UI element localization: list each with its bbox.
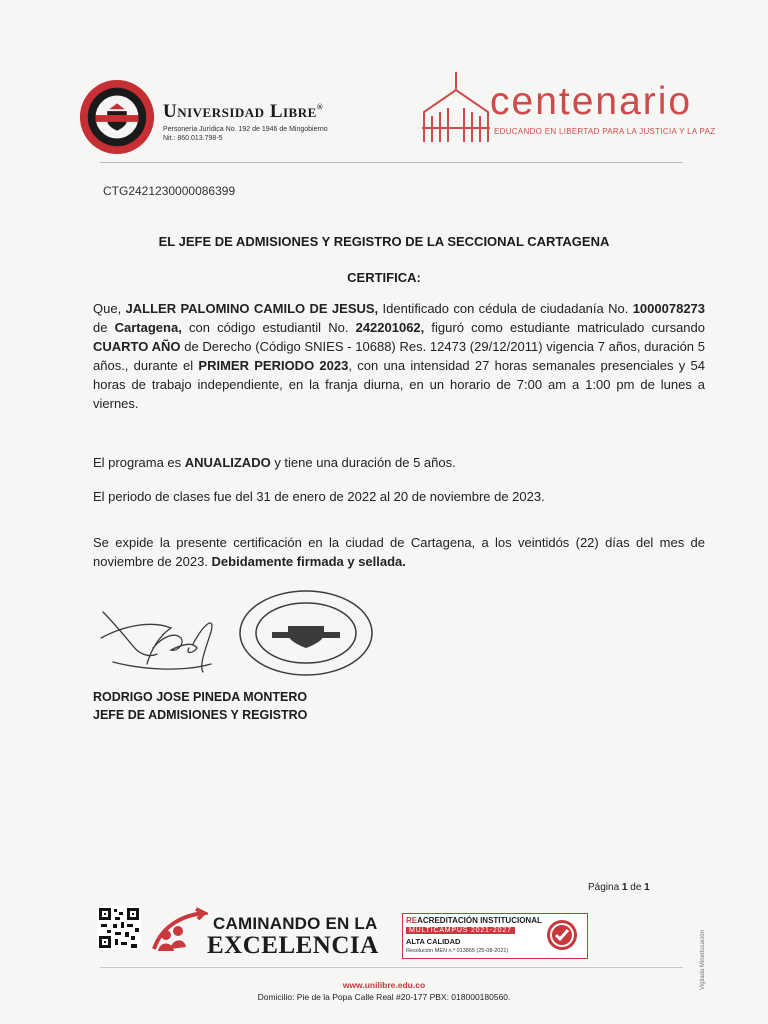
campaign-line-1: CAMINANDO EN LA bbox=[213, 914, 378, 933]
paragraph-class-period: El periodo de clases fue del 31 de enero de 2022 al 20 de noviembre de 2023. bbox=[93, 489, 545, 504]
accreditation-title: REACREDITACIÓN INSTITUCIONAL bbox=[406, 916, 542, 925]
page-number: Página 1 de 1 bbox=[588, 882, 650, 893]
accreditation-resolution: Resolución MEN n.º 013865 (25-08-2021) bbox=[406, 948, 509, 954]
course-year: CUARTO AÑO bbox=[93, 339, 181, 354]
campaign-people-icon bbox=[148, 905, 208, 955]
program-mode: ANUALIZADO bbox=[184, 455, 271, 470]
campaign-line-2: EXCELENCIA bbox=[207, 932, 379, 959]
paragraph-student-info: Que, JALLER PALOMINO CAMILO DE JESUS, Identificado con cédula de ciudadanía No. 1000078273 de Cartagena, con código estudiantil No. 242201062, figuró como estudiante matriculado cursando CUARTO AÑO de Derecho (Código SNIES - 10688) Res. 12473 (29/12/2011) vigencia 7 años, duración 5 años., durante el PRIMER PERIODO 2023, con una intensidad 27 horas semanales presenciales y 54 horas de trabajo independiente, en la franja diurna, en un horario de 7:00 am a 1:00 pm de lunes a viernes. bbox=[93, 301, 706, 411]
centenario-wordmark: centenario bbox=[490, 80, 693, 123]
header-divider bbox=[100, 162, 683, 163]
centenario-tagline: EDUCANDO EN LIBERTAD PARA LA JUSTICIA Y LA PAZ bbox=[494, 127, 716, 136]
certificate-code: CTG2421230000086399 bbox=[103, 184, 236, 198]
certifica-title: CERTIFICA: bbox=[347, 270, 421, 285]
legal-line-1: Personería Jurídica No. 192 de 1946 de Mingobierno bbox=[163, 126, 328, 133]
vigilada-label: Vigilada Mineducación bbox=[700, 930, 706, 990]
website-link[interactable]: www.unilibre.edu.co bbox=[342, 980, 426, 990]
id-city: Cartagena, bbox=[114, 320, 182, 335]
paragraph-issuance: Se expide la presente certificación en la ciudad de Cartagena, a los veintidós (22) días del mes de noviembre de 2023. Debidamente firmada y sellada. bbox=[93, 535, 705, 569]
university-name: Universidad Libre® bbox=[163, 101, 324, 122]
qr-code-icon bbox=[97, 906, 141, 950]
university-seal-logo bbox=[78, 78, 156, 156]
accreditation-quality: ALTA CALIDAD bbox=[406, 937, 461, 946]
legal-line-2: Nit.: 860.013.798-5 bbox=[163, 135, 223, 142]
signer-title: JEFE DE ADMISIONES Y REGISTRO bbox=[93, 708, 308, 722]
footer-divider bbox=[100, 967, 683, 968]
accreditation-multicampus: MULTICAMPUS 2021-2027 bbox=[406, 927, 515, 934]
document-heading: EL JEFE DE ADMISIONES Y REGISTRO DE LA SECCIONAL CARTAGENA bbox=[158, 234, 610, 249]
university-legal-info bbox=[163, 125, 328, 143]
official-stamp bbox=[236, 588, 376, 678]
student-id: 1000078273 bbox=[632, 301, 706, 316]
address-line: Domicilio: Pie de la Popa Calle Real #20-177 PBX: 018000180560. bbox=[257, 992, 511, 1002]
handwritten-signature bbox=[93, 592, 233, 682]
signed-sealed-note: Debidamente firmada y sellada. bbox=[211, 554, 406, 569]
check-badge-icon bbox=[545, 918, 579, 952]
signer-block bbox=[93, 688, 307, 724]
student-name: JALLER PALOMINO CAMILO DE JESUS, bbox=[125, 301, 379, 316]
paragraph-program-mode: El programa es ANUALIZADO y tiene una duración de 5 años. bbox=[93, 455, 456, 470]
student-code: 242201062, bbox=[355, 320, 425, 335]
academic-period: PRIMER PERIODO 2023 bbox=[198, 358, 349, 373]
signer-name: RODRIGO JOSE PINEDA MONTERO bbox=[93, 690, 308, 704]
centenario-building-icon bbox=[420, 68, 492, 148]
